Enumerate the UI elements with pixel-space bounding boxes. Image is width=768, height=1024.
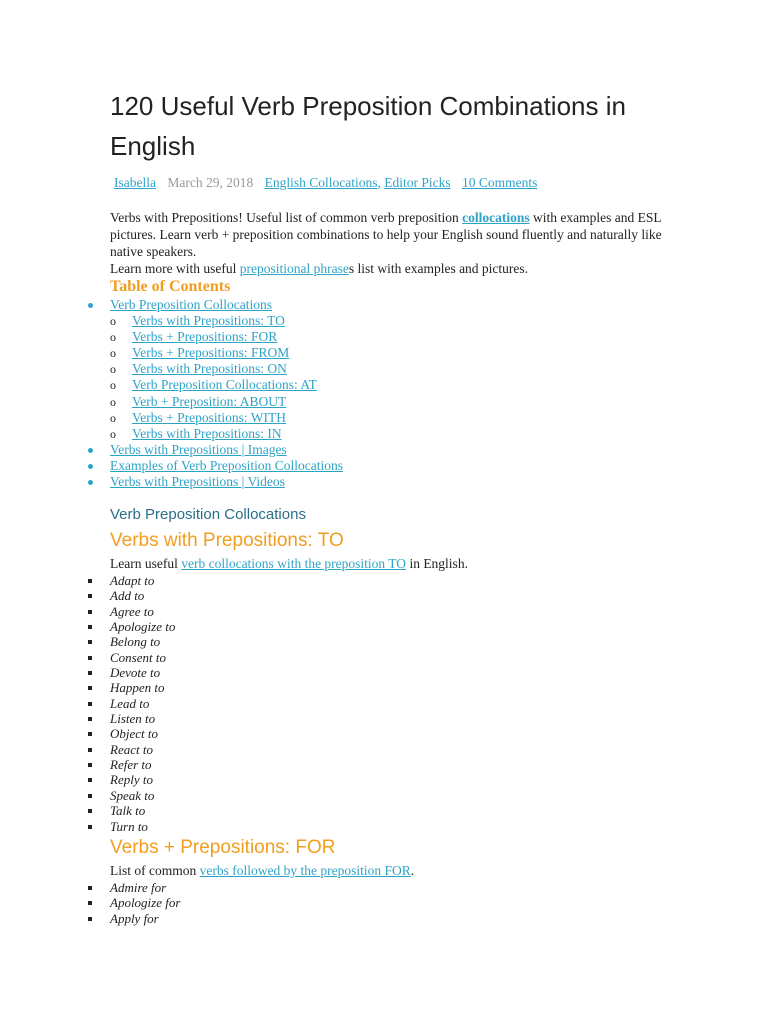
comments-link[interactable]: 10 Comments [461, 175, 538, 190]
section-for-lead [110, 863, 414, 879]
verb-item [86, 711, 175, 726]
toc-link[interactable]: Verbs + Prepositions: WITH [132, 409, 286, 425]
square-bullet-icon [88, 671, 92, 675]
square-bullet-icon [88, 686, 92, 690]
square-bullet-icon [88, 594, 92, 598]
verb-item [86, 696, 175, 711]
circle-bullet-icon: o [110, 362, 116, 377]
square-bullet-icon [88, 886, 92, 890]
verb-item [86, 619, 175, 634]
toc-link[interactable]: Verbs with Prepositions: ON [132, 361, 287, 377]
verb-item [86, 757, 175, 772]
verb-text: Consent to [110, 649, 166, 665]
verb-text: Adapt to [110, 573, 155, 588]
intro-text: with examples and ESL pictures. Learn verb + preposition combinations to help your English sound fluently and naturally like native speakers. [110, 210, 662, 259]
section-heading-collocations: Verb Preposition Collocations [110, 506, 306, 523]
intro-text: s list with examples and pictures. [348, 261, 529, 276]
toc-link[interactable]: Verbs with Prepositions | Videos [110, 474, 285, 490]
toc-item [86, 361, 343, 377]
collocations-link[interactable]: collocations [462, 210, 530, 225]
square-bullet-icon [88, 794, 92, 798]
toc-link[interactable]: Verb Preposition Collocations [110, 297, 272, 312]
square-bullet-icon [88, 778, 92, 782]
verbs-for-link[interactable]: verbs followed by the preposition FOR [199, 863, 411, 878]
category-link-editor-picks[interactable]: Editor Picks [384, 175, 451, 190]
verb-text: Apply for [110, 910, 159, 926]
toc-link[interactable]: Examples of Verb Preposition Collocations [110, 457, 343, 473]
verb-item [86, 742, 175, 757]
toc-item [86, 313, 343, 329]
verb-item [86, 604, 175, 619]
square-bullet-icon [88, 640, 92, 644]
toc-item [86, 410, 343, 426]
verb-text: Listen to [110, 711, 156, 727]
circle-bullet-icon: o [110, 314, 116, 329]
intro-text: Verbs with Prepositions! Useful list of common verb preposition [110, 210, 463, 225]
square-bullet-icon [88, 917, 92, 921]
category-link-collocations[interactable]: English Collocations [264, 175, 378, 190]
verb-text: Refer to [110, 757, 152, 773]
article-intro [110, 209, 670, 277]
verb-item [86, 726, 175, 741]
disc-bullet-icon [88, 464, 93, 469]
verb-text: Turn to [110, 818, 148, 834]
verb-item [86, 788, 175, 803]
verb-item [86, 880, 180, 895]
toc-link[interactable]: Verbs with Prepositions | Images [110, 441, 287, 457]
section-heading-for: Verbs + Prepositions: FOR [110, 837, 336, 858]
verb-text: Admire for [110, 880, 167, 895]
verb-text: Object to [110, 726, 159, 742]
publish-date: March 29, 2018 [167, 175, 254, 190]
verb-item [86, 911, 180, 926]
toc-title: Table of Contents [110, 278, 231, 295]
square-bullet-icon [88, 825, 92, 829]
square-bullet-icon [88, 732, 92, 736]
circle-bullet-icon: o [110, 330, 116, 345]
verb-item [86, 650, 175, 665]
verb-item [86, 803, 175, 818]
square-bullet-icon [88, 702, 92, 706]
verb-text: Speak to [110, 787, 155, 803]
verb-item [86, 680, 175, 695]
circle-bullet-icon: o [110, 394, 116, 409]
verb-text: Happen to [110, 680, 165, 696]
verb-text: Talk to [110, 803, 146, 819]
toc-item [86, 442, 343, 458]
toc-item [86, 297, 343, 313]
verb-text: Belong to [110, 634, 161, 650]
verb-item [86, 665, 175, 680]
verbs-to-list [86, 573, 175, 834]
author-link[interactable]: Isabella [114, 175, 156, 190]
circle-bullet-icon: o [110, 410, 116, 425]
toc-link[interactable]: Verbs with Prepositions: IN [132, 425, 282, 441]
verb-text: Reply to [110, 772, 153, 788]
prepositional-phrase-link[interactable]: prepositional phrase [239, 261, 349, 276]
section-to-lead [110, 556, 468, 572]
verb-item [86, 573, 175, 588]
table-of-contents [86, 297, 343, 490]
square-bullet-icon [88, 610, 92, 614]
toc-link[interactable]: Verbs + Prepositions: FOR [132, 329, 278, 345]
lead-text: . [410, 863, 415, 878]
verb-text: React to [110, 741, 153, 757]
square-bullet-icon [88, 809, 92, 813]
square-bullet-icon [88, 579, 92, 583]
verb-text: Devote to [110, 665, 161, 681]
article-title: 120 Useful Verb Preposition Combinations in English [110, 91, 626, 161]
lead-text: in English. [406, 556, 468, 571]
verb-text: Agree to [110, 603, 154, 619]
verb-collocations-to-link[interactable]: verb collocations with the preposition TO [181, 556, 407, 571]
disc-bullet-icon [88, 448, 93, 453]
section-heading-to: Verbs with Prepositions: TO [110, 530, 344, 551]
toc-item [86, 474, 343, 490]
toc-link[interactable]: Verb + Preposition: ABOUT [132, 393, 287, 409]
square-bullet-icon [88, 625, 92, 629]
toc-link[interactable]: Verbs with Prepositions: TO [132, 313, 285, 329]
square-bullet-icon [88, 717, 92, 721]
verbs-for-list [86, 880, 180, 926]
disc-bullet-icon [88, 303, 93, 308]
toc-item [86, 345, 343, 361]
lead-text: List of common [110, 863, 200, 878]
lead-text: Learn useful [110, 556, 182, 571]
toc-link[interactable]: Verb Preposition Collocations: AT [132, 377, 317, 393]
article-meta: Isabella March 29, 2018 English Collocations, Editor Picks 10 Comments [114, 175, 538, 190]
toc-item [86, 377, 343, 393]
verb-item [86, 772, 175, 787]
verb-text: Apologize for [110, 895, 181, 911]
verb-text: Add to [110, 588, 145, 604]
circle-bullet-icon: o [110, 426, 116, 441]
circle-bullet-icon: o [110, 346, 116, 361]
circle-bullet-icon: o [110, 378, 116, 393]
square-bullet-icon [88, 748, 92, 752]
verb-item [86, 819, 175, 834]
toc-item [86, 426, 343, 442]
toc-item [86, 329, 343, 345]
verb-item [86, 634, 175, 649]
toc-link[interactable]: Verbs + Prepositions: FROM [132, 345, 290, 361]
verb-item [86, 588, 175, 603]
square-bullet-icon [88, 763, 92, 767]
verb-text: Apologize to [110, 619, 176, 635]
disc-bullet-icon [88, 480, 93, 485]
verb-text: Lead to [110, 695, 150, 711]
toc-item [86, 458, 343, 474]
verb-item [86, 895, 180, 910]
square-bullet-icon [88, 656, 92, 660]
toc-item [86, 394, 343, 410]
square-bullet-icon [88, 901, 92, 905]
intro-text: Learn more with useful [110, 261, 240, 276]
